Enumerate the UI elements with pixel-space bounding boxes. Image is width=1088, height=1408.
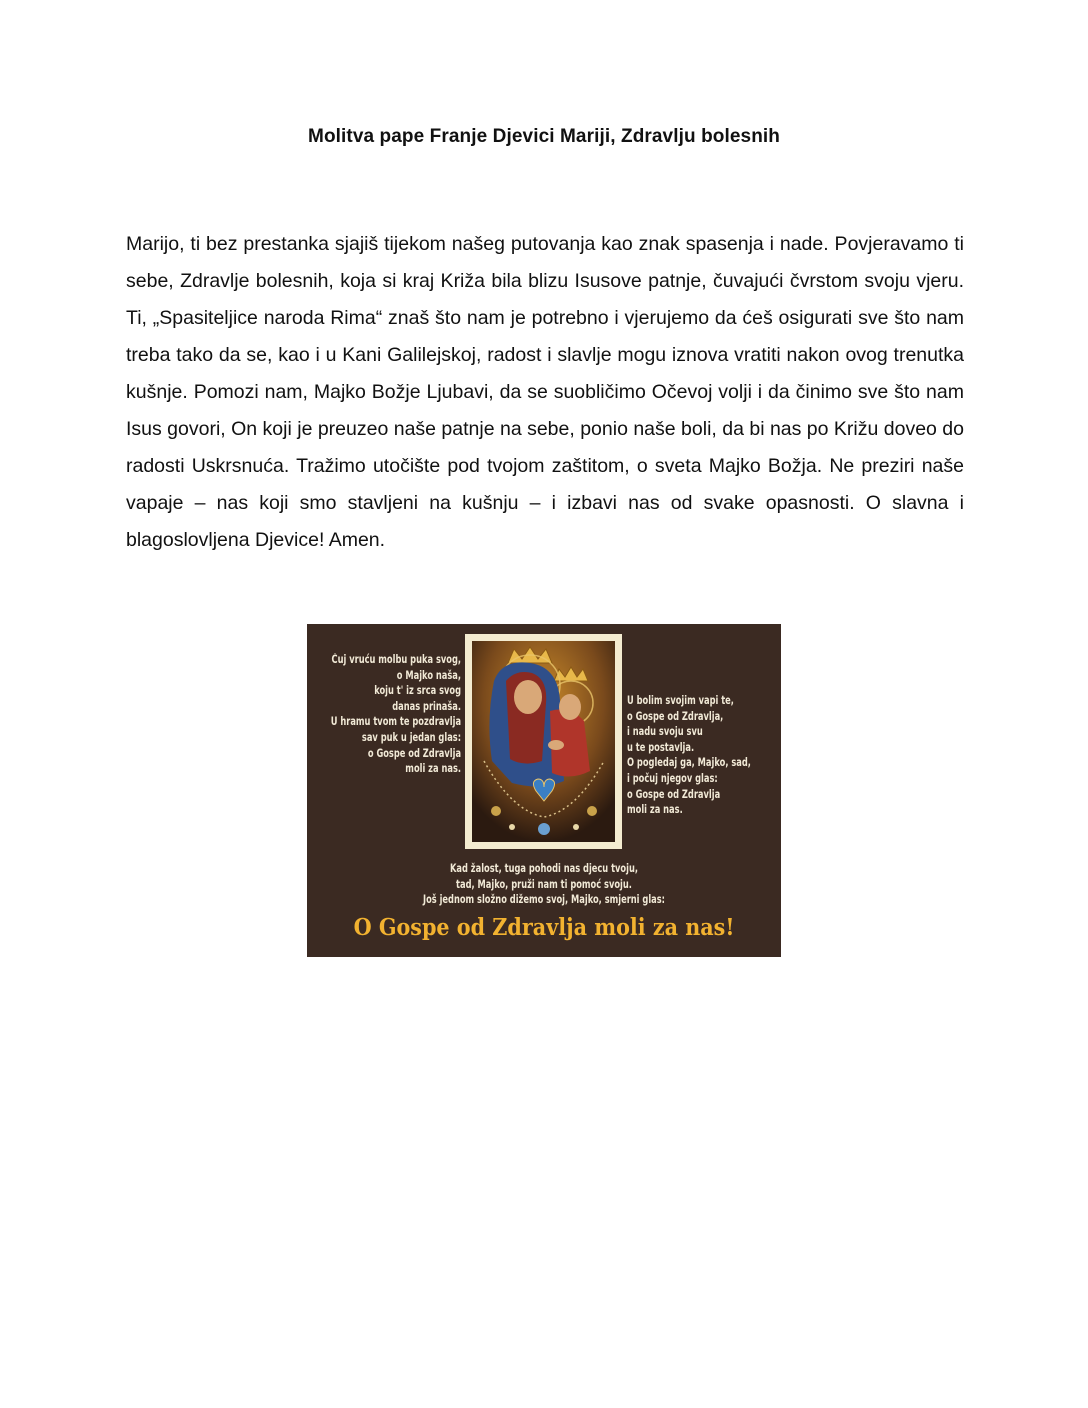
document-title: Molitva pape Franje Djevici Mariji, Zdravlju bolesnih [308, 126, 780, 147]
verse-left: Čuj vruću molbu puka svog, o Majko naša, koju t' iz srca svog danas prinaša. U hramu tvom te pozdravlja sav puk u jedan glas: o Gospe od Zdravlja moli za nas. [330, 653, 461, 776]
verse-bottom: Kad žalost, tuga pohodi nas djecu tvoju, tad, Majko, pruži nam ti pomoć svoju. Još jednom složno dižemo svoj, Majko, smjerni glas: [422, 862, 666, 907]
prayer-paragraph: Marijo, ti bez prestanka sjajiš tijekom našeg putovanja kao znak spasenja i nade. Povjeravamo ti sebe, Zdravlje bolesnih, koja si kraj Križa bila blizu Isusove patnje, čuvajući čvrstom svoju vjeru. Ti, „Spasiteljice naroda Rima“ znaš što nam je potrebno i vjerujemo da ćeš osigurati sve što nam treba tako da se, kao i u Kani Galilejskoj, radost i slavlje mogu iznova vratiti nakon ovog trenutka kušnje. Pomozi nam, Majko Božje Ljubavi, da se suobličimo Očevoj volji i da činimo sve što nam Isus govori, On koji je preuzeo naše patnje na sebe, ponio naše boli, da bi nas po Križu doveo do radosti Uskrsnuća. Tražimo utočište pod tvojom zaštitom, o sveta Majko Božja. Ne preziri naše vapaje – nas koji smo stavljeni na kušnju – i izbavi nas od svake opasnosti. O slavna i blagoslovljena Djevice! Amen. [126, 233, 964, 551]
verse-right: U bolim svojim vapi te, o Gospe od Zdravlja, i nadu svoju svu u te postavlja. O pogledaj ga, Majko, sad, i počuj njegov glas: o Gospe od Zdravlja moli za nas. [627, 694, 751, 817]
madonna-icon-frame [465, 634, 622, 849]
madonna-and-child-icon [472, 641, 615, 842]
refrain: O Gospe od Zdravlja moli za nas! [353, 914, 735, 941]
hymn-image [307, 624, 781, 957]
